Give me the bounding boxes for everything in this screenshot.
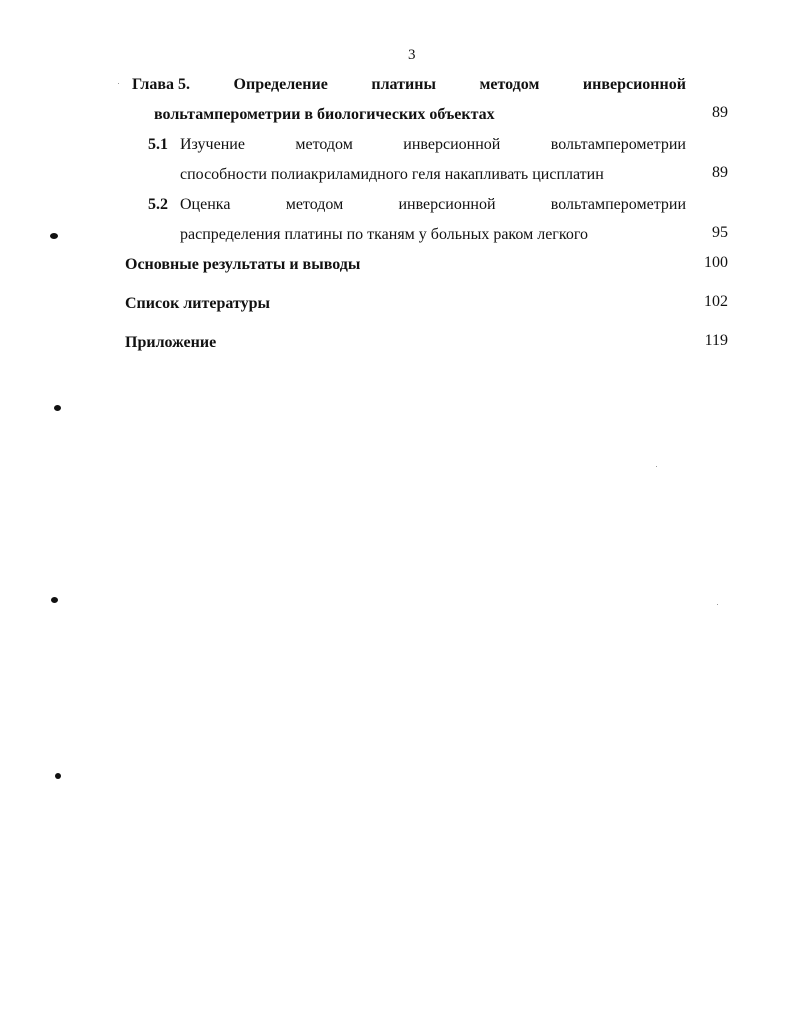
section-5-1-word: вольтамперометрии — [550, 136, 686, 153]
section-5-2-word: вольтамперометрии — [550, 196, 686, 213]
chapter-5-page: 89 — [712, 104, 728, 121]
section-5-2-page: 95 — [712, 224, 728, 241]
section-5-1-number: 5.1 — [148, 136, 168, 153]
chapter-5-label: Глава 5. — [132, 76, 190, 93]
section-5-2-word: Оценка — [180, 196, 231, 213]
appendix-title: Приложение — [125, 334, 217, 351]
section-5-1-page: 89 — [712, 164, 728, 181]
scan-hole-mark — [51, 597, 58, 603]
page-number: 3 — [408, 47, 416, 63]
appendix-page: 119 — [704, 332, 728, 349]
section-5-1-title-line-1 — [180, 136, 686, 154]
section-5-1-title-line-2: способности полиакриламидного геля накапливать цисплатин — [180, 166, 604, 183]
results-page: 100 — [704, 254, 728, 271]
chapter-5-word: инверсионной — [582, 76, 686, 93]
chapter-5-word: методом — [479, 76, 540, 93]
scan-speck — [717, 604, 718, 605]
scan-speck — [656, 466, 657, 467]
chapter-5-word: платины — [371, 76, 436, 93]
section-5-1-word: инверсионной — [403, 136, 501, 153]
chapter-5-word: Определение — [233, 76, 328, 93]
chapter-5-heading-line-1 — [132, 76, 686, 94]
section-5-2-title-line-2: распределения платины по тканям у больных раком легкого — [180, 226, 588, 243]
results-title: Основные результаты и выводы — [125, 256, 361, 273]
scan-hole-mark — [55, 773, 61, 779]
section-5-1-word: методом — [295, 136, 353, 153]
scan-hole-mark — [50, 233, 58, 239]
section-5-2-word: инверсионной — [398, 196, 496, 213]
scan-hole-mark — [54, 405, 61, 411]
chapter-5-heading-line-2: вольтамперометрии в биологических объектах — [154, 106, 495, 123]
references-title: Список литературы — [125, 295, 270, 312]
section-5-2-number: 5.2 — [148, 196, 168, 213]
section-5-2-word: методом — [285, 196, 344, 213]
section-5-2-title-line-1 — [180, 196, 686, 214]
section-5-1-word: Изучение — [180, 136, 245, 153]
scan-speck — [118, 83, 119, 84]
references-page: 102 — [704, 293, 728, 310]
